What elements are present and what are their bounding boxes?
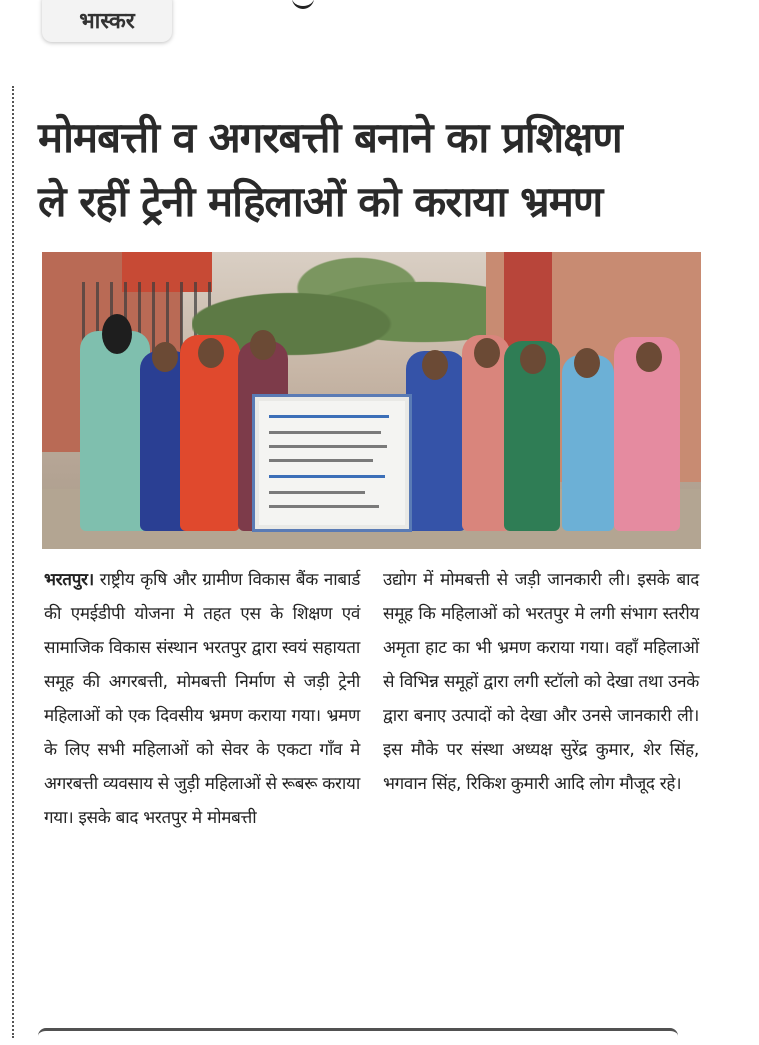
- training-banner: [252, 394, 412, 532]
- clipping-edge: [12, 86, 14, 1038]
- next-article-edge: [38, 1028, 678, 1045]
- article-headline: [38, 106, 738, 234]
- dateline: भरतपुर।: [44, 570, 94, 590]
- group-photo: [42, 252, 701, 549]
- article-column-2: [383, 563, 699, 801]
- cropped-glyph: [292, 0, 314, 9]
- column-2-text: उद्योग में मोमबत्ती से जड़ी जानकारी ली। इसके बाद समूह कि महिलाओं को भरतपुर मे लगी संभाग स्तरीय अमृता हाट का भी भ्रमण कराया गया। वहाँ महिलाओं से विभिन्न समूहों द्वारा लगी स्टॉलो को देखा तथा उनके द्वारा बनाए उत्पादों को देखा और उनसे जानकारी ली। इस मौके पर संस्था अध्यक्ष सुरेंद्र कुमार, शेर सिंह, भगवान सिंह, रिकिश कुमारी आदि लोग मौजूद रहे।: [383, 570, 699, 794]
- headline-line-2: ले रहीं ट्रेनी महिलाओं को कराया भ्रमण: [38, 177, 603, 226]
- article-column-1: [44, 563, 360, 835]
- brand-name: भास्कर: [79, 9, 135, 34]
- headline-line-1: मोमबत्ती व अगरबत्ती बनाने का प्रशिक्षण: [38, 113, 622, 162]
- newspaper-logo: [42, 0, 172, 42]
- column-1-text: राष्ट्रीय कृषि और ग्रामीण विकास बैंक नाबार्ड की एमईडीपी योजना मे तहत एस के शिक्षण एवं सामाजिक विकास संस्थान भरतपुर द्वारा स्वयं सहायता समूह की अगरबत्ती, मोमबत्ती निर्माण से जड़ी ट्रेनी महिलाओं को एक दिवसीय भ्रमण कराया गया। भ्रमण के लिए सभी महिलाओं को सेवर के एकटा गाँव मे अगरबत्ती व्यवसाय से जुड़ी महिलाओं से रूबरू कराया गया। इसके बाद भरतपुर मे मोमबत्ती: [44, 570, 360, 828]
